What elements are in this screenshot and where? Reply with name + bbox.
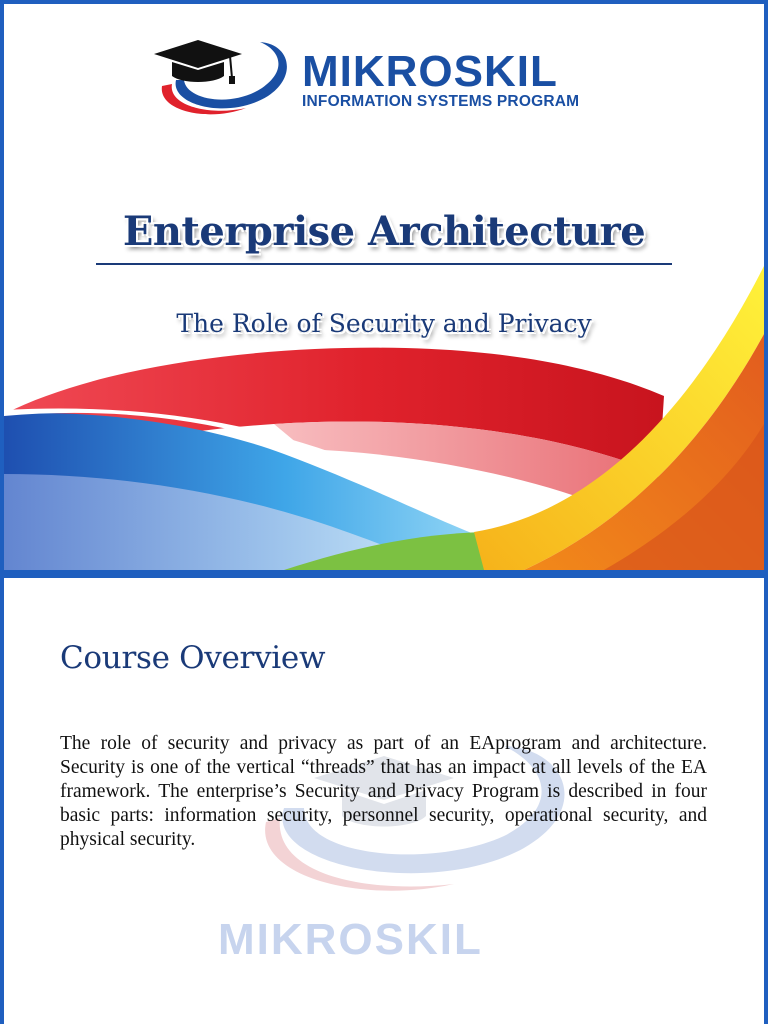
slide-subtitle: The Role of Security and Privacy xyxy=(176,309,592,338)
logo-name: MIKROSKIL xyxy=(302,47,558,96)
title-slide xyxy=(4,4,764,570)
watermark-text: MIKROSKIL xyxy=(218,915,483,964)
title-underline xyxy=(96,263,672,265)
slide-title: Enterprise Architecture xyxy=(122,208,646,255)
mikroskil-logo xyxy=(150,36,610,120)
overview-paragraph: The role of security and privacy as part of an EAprogram and architecture. Security is one of the vertical “threads” that has an impact at all levels of the EA framework. The enterprise’s Security and Privacy Program is described in four basic parts: information security, personnel security, operational security, and physical security. xyxy=(60,733,707,850)
course-overview-slide xyxy=(4,578,764,1024)
logo-subtitle: INFORMATION SYSTEMS PROGRAM xyxy=(302,93,580,110)
graduation-cap-icon xyxy=(150,36,300,120)
section-heading: Course Overview xyxy=(60,640,326,676)
